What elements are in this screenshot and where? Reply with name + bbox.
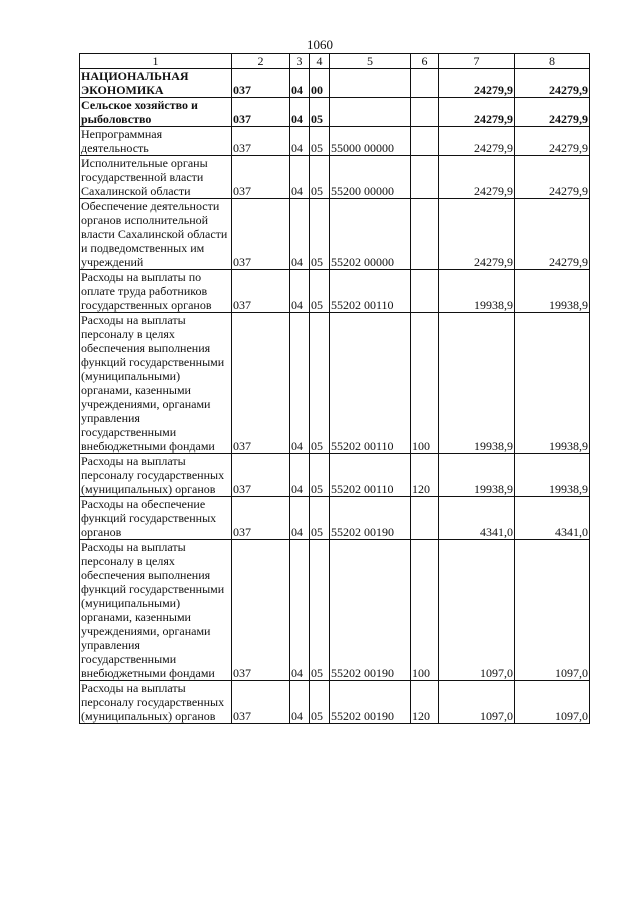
subsection-code-cell: 05 [310,156,330,199]
amount-cell: 19938,9 [439,313,515,454]
amount-cell: 24279,9 [439,199,515,270]
ministry-code-cell: 037 [232,313,290,454]
expense-type-cell: 120 [411,454,439,497]
target-code-cell: 55202 00190 [330,681,411,724]
section-code-cell: 04 [290,540,310,681]
target-code-cell [330,69,411,98]
amount-cell: 1097,0 [515,540,590,681]
ministry-code-cell: 037 [232,681,290,724]
table-body [80,69,590,724]
table-row [80,313,590,454]
page-number: 1060 [307,37,333,52]
target-code-cell: 55202 00190 [330,540,411,681]
ministry-code-cell: 037 [232,270,290,313]
amount-cell: 24279,9 [515,156,590,199]
section-code-cell: 04 [290,127,310,156]
ministry-code-cell: 037 [232,69,290,98]
ministry-code-cell: 037 [232,127,290,156]
subsection-code-cell: 05 [310,270,330,313]
row-name-cell: Обеспечение деятельности органов исполнительной власти Сахалинской области и подведомственных им учреждений [80,199,232,270]
row-name-cell: Расходы на обеспечение функций государственных органов [80,497,232,540]
expense-type-cell [411,98,439,127]
column-header: 2 [232,54,290,69]
column-header: 5 [330,54,411,69]
expense-type-cell: 100 [411,540,439,681]
ministry-code-cell: 037 [232,156,290,199]
amount-cell: 1097,0 [515,681,590,724]
amount-cell: 24279,9 [515,69,590,98]
section-code-cell: 04 [290,69,310,98]
ministry-code-cell: 037 [232,497,290,540]
row-name-cell: Непрограммная деятельность [80,127,232,156]
ministry-code-cell: 037 [232,199,290,270]
target-code-cell: 55202 00110 [330,313,411,454]
amount-cell: 19938,9 [515,270,590,313]
table-row [80,540,590,681]
row-name-cell: НАЦИОНАЛЬНАЯ ЭКОНОМИКА [80,69,232,98]
table-row [80,454,590,497]
section-code-cell: 04 [290,454,310,497]
row-name-cell: Расходы на выплаты персоналу в целях обеспечения выполнения функций государственными (муниципальными) органами, казенными учреждениями, органами управления государственными внебюджетными фондами [80,313,232,454]
ministry-code-cell: 037 [232,98,290,127]
amount-cell: 24279,9 [515,98,590,127]
row-name-cell: Расходы на выплаты по оплате труда работников государственных органов [80,270,232,313]
section-code-cell: 04 [290,681,310,724]
row-name-cell: Расходы на выплаты персоналу государственных (муниципальных) органов [80,681,232,724]
target-code-cell: 55000 00000 [330,127,411,156]
column-header: 8 [515,54,590,69]
target-code-cell: 55200 00000 [330,156,411,199]
table-row [80,127,590,156]
row-name-cell: Расходы на выплаты персоналу в целях обеспечения выполнения функций государственными (муниципальными) органами, казенными учреждениями, органами управления государственными внебюджетными фондами [80,540,232,681]
table-header [80,54,590,69]
expense-type-cell [411,497,439,540]
ministry-code-cell: 037 [232,454,290,497]
expense-type-cell [411,156,439,199]
header-row [80,54,590,69]
subsection-code-cell: 05 [310,497,330,540]
column-header: 1 [80,54,232,69]
table-row [80,497,590,540]
amount-cell: 19938,9 [439,454,515,497]
section-code-cell: 04 [290,270,310,313]
column-header: 6 [411,54,439,69]
amount-cell: 19938,9 [515,313,590,454]
section-code-cell: 04 [290,313,310,454]
section-code-cell: 04 [290,497,310,540]
amount-cell: 24279,9 [439,127,515,156]
expense-type-cell [411,127,439,156]
table-row [80,156,590,199]
amount-cell: 1097,0 [439,540,515,681]
table-row [80,270,590,313]
subsection-code-cell: 05 [310,681,330,724]
amount-cell: 24279,9 [515,127,590,156]
column-header: 3 [290,54,310,69]
table-row [80,69,590,98]
section-code-cell: 04 [290,199,310,270]
expense-type-cell: 100 [411,313,439,454]
amount-cell: 19938,9 [439,270,515,313]
section-code-cell: 04 [290,98,310,127]
expense-type-cell [411,69,439,98]
column-header: 7 [439,54,515,69]
amount-cell: 4341,0 [515,497,590,540]
expense-type-cell [411,270,439,313]
amount-cell: 4341,0 [439,497,515,540]
row-name-cell: Сельское хозяйство и рыболовство [80,98,232,127]
amount-cell: 24279,9 [439,69,515,98]
table-row [80,98,590,127]
target-code-cell: 55202 00000 [330,199,411,270]
row-name-cell: Расходы на выплаты персоналу государственных (муниципальных) органов [80,454,232,497]
amount-cell: 24279,9 [515,199,590,270]
budget-table [79,53,590,724]
subsection-code-cell: 05 [310,98,330,127]
expense-type-cell: 120 [411,681,439,724]
subsection-code-cell: 05 [310,313,330,454]
amount-cell: 24279,9 [439,156,515,199]
subsection-code-cell: 05 [310,199,330,270]
expense-type-cell [411,199,439,270]
target-code-cell [330,98,411,127]
row-name-cell: Исполнительные органы государственной власти Сахалинской области [80,156,232,199]
table-row [80,199,590,270]
target-code-cell: 55202 00110 [330,454,411,497]
amount-cell: 1097,0 [439,681,515,724]
target-code-cell: 55202 00190 [330,497,411,540]
amount-cell: 19938,9 [515,454,590,497]
table-row [80,681,590,724]
ministry-code-cell: 037 [232,540,290,681]
column-header: 4 [310,54,330,69]
amount-cell: 24279,9 [439,98,515,127]
subsection-code-cell: 05 [310,454,330,497]
subsection-code-cell: 05 [310,540,330,681]
subsection-code-cell: 05 [310,127,330,156]
target-code-cell: 55202 00110 [330,270,411,313]
section-code-cell: 04 [290,156,310,199]
subsection-code-cell: 00 [310,69,330,98]
